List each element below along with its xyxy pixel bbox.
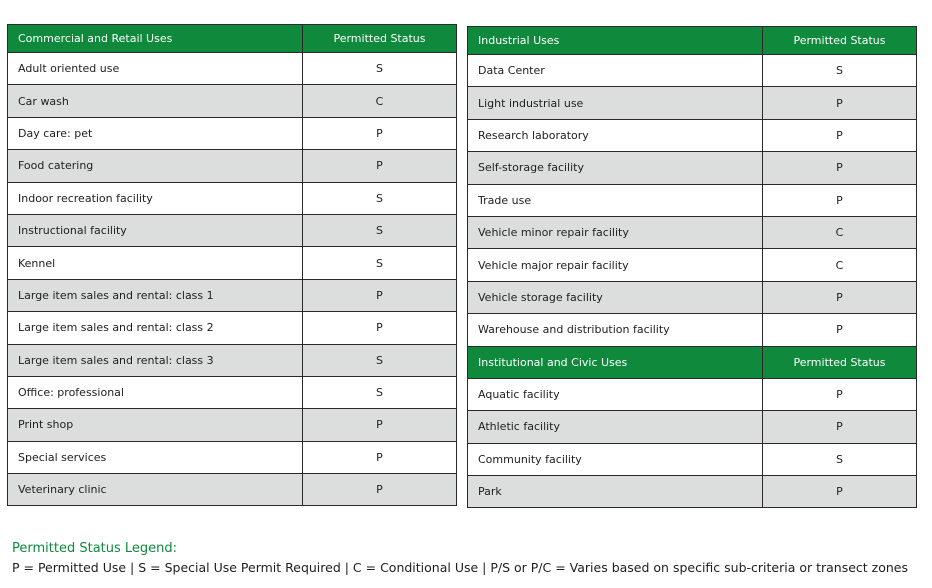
use-cell: Day care: pet	[8, 117, 303, 149]
commercial-retail-table	[7, 24, 457, 506]
status-cell: P	[303, 150, 457, 182]
table-row	[8, 150, 457, 182]
column-header-status: Permitted Status	[763, 27, 917, 55]
table-row	[8, 279, 457, 311]
section-header-status: Permitted Status	[763, 346, 917, 378]
use-cell: Print shop	[8, 409, 303, 441]
table-header-row	[8, 25, 457, 53]
table-row	[8, 409, 457, 441]
status-cell: P	[763, 476, 917, 508]
status-cell: S	[763, 443, 917, 475]
table-row	[468, 249, 917, 281]
use-cell: Trade use	[468, 184, 763, 216]
use-cell: Indoor recreation facility	[8, 182, 303, 214]
use-cell: Vehicle minor repair facility	[468, 216, 763, 248]
status-cell: S	[303, 344, 457, 376]
status-cell: C	[763, 216, 917, 248]
use-cell: Large item sales and rental: class 2	[8, 312, 303, 344]
use-cell: Aquatic facility	[468, 378, 763, 410]
use-cell: Car wash	[8, 85, 303, 117]
table-row	[468, 87, 917, 119]
status-cell: S	[763, 55, 917, 87]
use-cell: Kennel	[8, 247, 303, 279]
table-row	[8, 312, 457, 344]
use-cell: Athletic facility	[468, 411, 763, 443]
table-header-row	[468, 27, 917, 55]
table-row	[468, 411, 917, 443]
use-cell: Community facility	[468, 443, 763, 475]
status-cell: P	[763, 411, 917, 443]
status-cell: P	[303, 441, 457, 473]
table-row	[468, 281, 917, 313]
use-cell: Self-storage facility	[468, 152, 763, 184]
status-cell: P	[763, 119, 917, 151]
status-cell: P	[763, 152, 917, 184]
legend-text: P = Permitted Use | S = Special Use Permit Required | C = Conditional Use | P/S or P/C = Varies based on specific sub-criteria or transect zones	[12, 560, 909, 575]
status-cell: P	[303, 279, 457, 311]
use-cell: Large item sales and rental: class 3	[8, 344, 303, 376]
table-row	[468, 216, 917, 248]
status-cell: P	[763, 281, 917, 313]
table-row	[8, 214, 457, 246]
use-cell: Vehicle storage facility	[468, 281, 763, 313]
status-cell: P	[763, 87, 917, 119]
status-cell: P	[303, 409, 457, 441]
status-cell: C	[763, 249, 917, 281]
status-cell: P	[763, 184, 917, 216]
industrial-institutional-table	[467, 26, 917, 508]
use-cell: Vehicle major repair facility	[468, 249, 763, 281]
use-cell: Research laboratory	[468, 119, 763, 151]
status-cell: P	[763, 378, 917, 410]
legend-title: Permitted Status Legend:	[12, 541, 178, 556]
table-row	[8, 117, 457, 149]
column-header-use: Commercial and Retail Uses	[8, 25, 303, 53]
table-row	[468, 184, 917, 216]
status-cell: C	[303, 85, 457, 117]
use-cell: Instructional facility	[8, 214, 303, 246]
status-cell: P	[303, 312, 457, 344]
use-cell: Veterinary clinic	[8, 474, 303, 506]
column-header-status: Permitted Status	[303, 25, 457, 53]
status-cell: S	[303, 376, 457, 408]
status-cell: P	[763, 314, 917, 346]
table-row	[468, 152, 917, 184]
table-row	[468, 119, 917, 151]
table-row	[8, 247, 457, 279]
status-cell: S	[303, 53, 457, 85]
section-header-row	[468, 346, 917, 378]
table-row	[8, 344, 457, 376]
section-header-use: Institutional and Civic Uses	[468, 346, 763, 378]
table-row	[8, 182, 457, 214]
status-cell: S	[303, 182, 457, 214]
status-cell: S	[303, 247, 457, 279]
table-row	[468, 476, 917, 508]
status-cell: P	[303, 474, 457, 506]
status-cell: P	[303, 117, 457, 149]
use-cell: Office: professional	[8, 376, 303, 408]
table-row	[8, 441, 457, 473]
column-header-use: Industrial Uses	[468, 27, 763, 55]
use-cell: Warehouse and distribution facility	[468, 314, 763, 346]
table-row	[468, 443, 917, 475]
use-cell: Park	[468, 476, 763, 508]
table-row	[8, 474, 457, 506]
table-row	[8, 53, 457, 85]
use-cell: Special services	[8, 441, 303, 473]
use-cell: Light industrial use	[468, 87, 763, 119]
use-cell: Adult oriented use	[8, 53, 303, 85]
status-cell: S	[303, 214, 457, 246]
use-cell: Food catering	[8, 150, 303, 182]
table-row	[8, 85, 457, 117]
table-row	[468, 55, 917, 87]
table-row	[8, 376, 457, 408]
table-row	[468, 378, 917, 410]
use-cell: Data Center	[468, 55, 763, 87]
use-cell: Large item sales and rental: class 1	[8, 279, 303, 311]
table-row	[468, 314, 917, 346]
